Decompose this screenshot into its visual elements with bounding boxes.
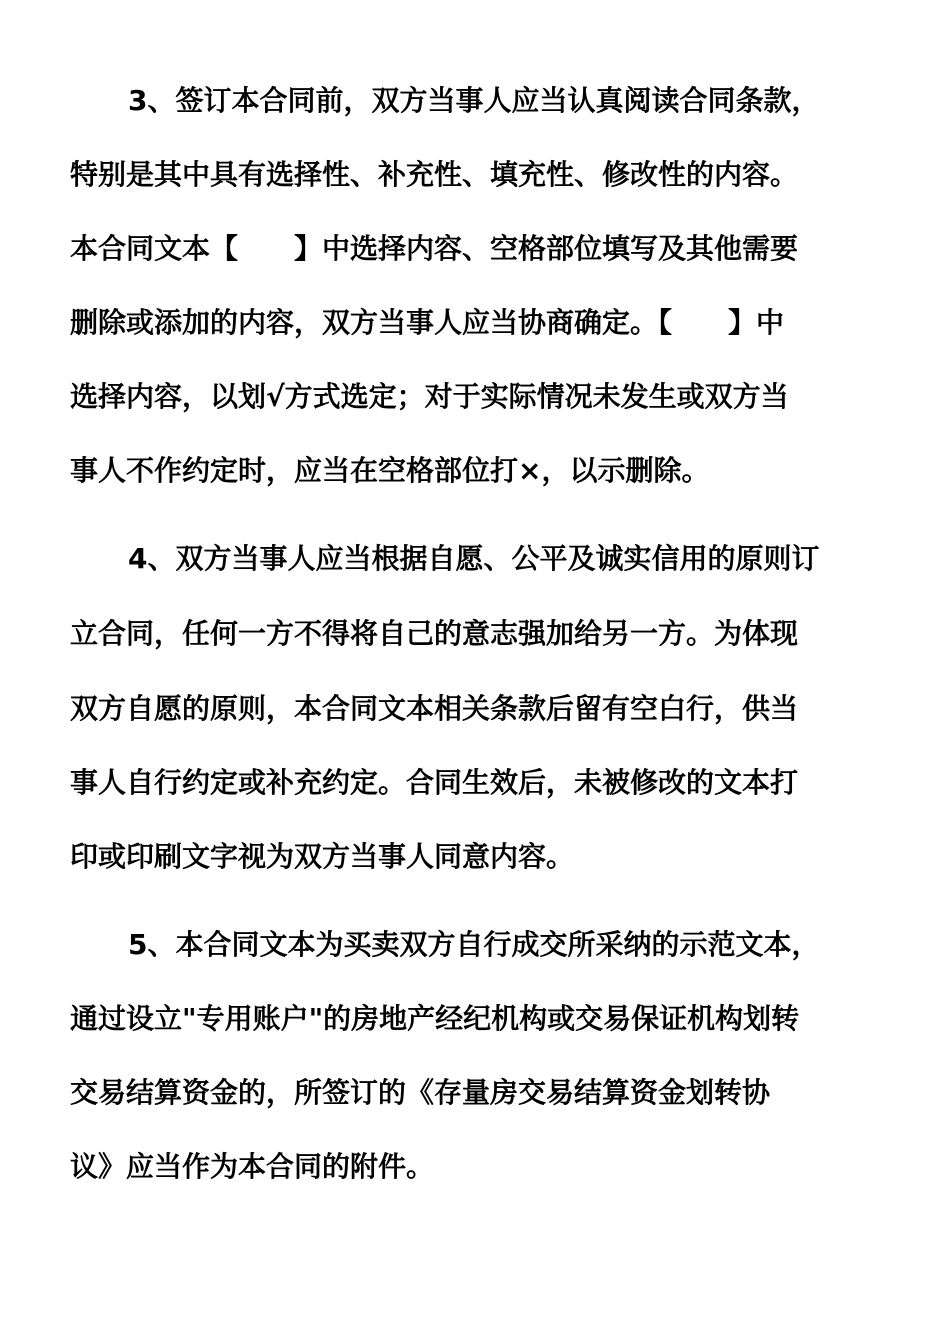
- paragraph-4-line-4: 事人自行约定或补充约定。合同生效后，未被修改的文本打: [70, 766, 799, 799]
- paragraph-3-line-3: 本合同文本【 】中选择内容、空格部位填写及其他需要: [70, 232, 799, 265]
- paragraph-3-line-6: 事人不作约定时，应当在空格部位打×，以示删除。: [70, 454, 710, 487]
- paragraph-5-line-3: 交易结算资金的，所签订的《存量房交易结算资金划转协: [70, 1076, 771, 1109]
- paragraph-5-line-2: 通过设立"专用账户"的房地产经纪机构或交易保证机构划转: [70, 1002, 800, 1035]
- paragraph-4-line-2: 立合同，任何一方不得将自己的意志强加给另一方。为体现: [70, 617, 799, 650]
- paragraph-3-line-4: 删除或添加的内容，双方当事人应当协商确定。【 】中: [70, 306, 785, 339]
- paragraph-4-line-5: 印或印刷文字视为双方当事人同意内容。: [70, 840, 575, 873]
- paragraph-5-line-4: 议》应当作为本合同的附件。: [70, 1150, 435, 1183]
- paragraph-3-line-1: 3、签订本合同前，双方当事人应当认真阅读合同条款，: [128, 84, 820, 117]
- paragraph-5-line-1: 5、本合同文本为买卖双方自行成交所采纳的示范文本，: [128, 928, 820, 961]
- paragraph-3-line-2: 特别是其中具有选择性、补充性、填充性、修改性的内容。: [70, 158, 799, 191]
- paragraph-4-line-1: 4、双方当事人应当根据自愿、公平及诚实信用的原则订: [128, 542, 820, 575]
- paragraph-3-line-5: 选择内容，以划√方式选定；对于实际情况未发生或双方当: [70, 380, 789, 413]
- paragraph-4-line-3: 双方自愿的原则，本合同文本相关条款后留有空白行，供当: [70, 692, 799, 725]
